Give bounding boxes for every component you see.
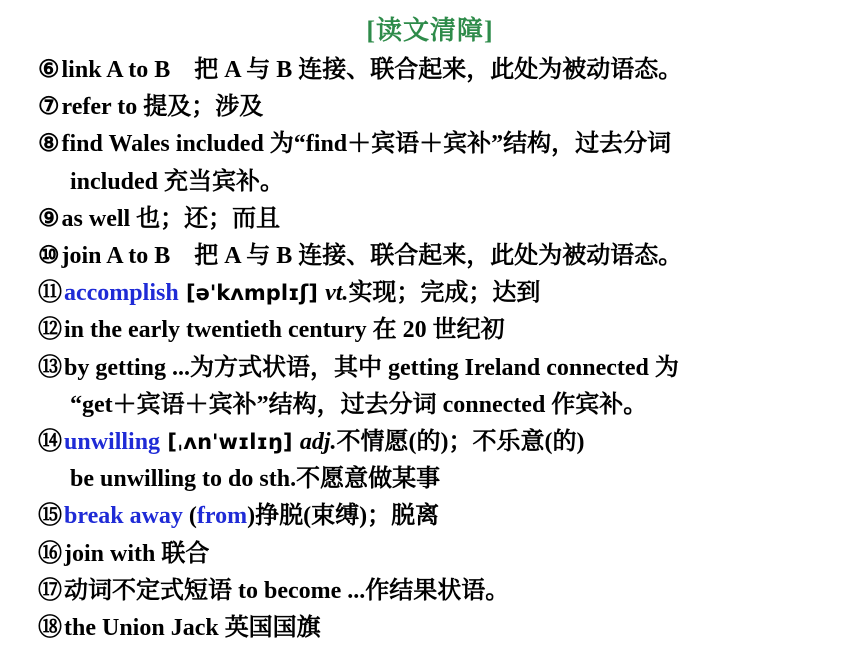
- note-text: refer to 提及；涉及: [61, 94, 264, 121]
- note-12: [38, 312, 838, 349]
- note-text: link A to B 把 A 与 B 连接、联合起来，此处为被动语态。: [61, 57, 683, 83]
- paren-open: (: [182, 503, 197, 530]
- note-6: [38, 52, 838, 89]
- note-7: [38, 89, 838, 126]
- note-text: in the early twentieth century 在 20 世纪初: [64, 317, 505, 344]
- phonetic: [ˌʌn'wɪlɪŋ]: [160, 430, 300, 455]
- vocab-word: break away: [64, 503, 183, 530]
- note-number: ⑮: [38, 503, 62, 530]
- note-text: the Union Jack 英国国旗: [64, 615, 321, 642]
- section-title: [读文清障]: [366, 16, 494, 45]
- note-number: ⑯: [38, 540, 62, 567]
- note-number: ⑥: [38, 57, 60, 83]
- vocab-word: unwilling: [64, 429, 161, 456]
- note-number: ⑨: [38, 205, 60, 232]
- note-text-line2: included 充当宾补。: [70, 168, 285, 195]
- notes-list: [38, 52, 838, 647]
- meaning: )挣脱(束缚)；脱离: [247, 503, 440, 530]
- note-text: as well 也；还；而且: [61, 205, 281, 232]
- note-17: [38, 573, 838, 610]
- note-text: 动词不定式短语 to become ...作结果状语。: [64, 577, 510, 604]
- note-11: [38, 275, 838, 312]
- part-of-speech: vt.: [325, 280, 349, 307]
- note-14: [38, 424, 838, 498]
- note-number: ⑫: [38, 317, 62, 344]
- part-of-speech: adj.: [299, 429, 337, 456]
- phonetic: [ə'kʌmplɪʃ]: [178, 281, 326, 306]
- note-number: ⑩: [38, 243, 60, 270]
- usage-line: be unwilling to do sth.不愿意做某事: [70, 466, 441, 493]
- note-text-line1: by getting ...为方式状语，其中 getting Ireland connected 为: [64, 354, 679, 381]
- vocab-preposition: from: [196, 503, 248, 530]
- note-text-line1: find Wales included 为“find＋宾语＋宾补”结构，过去分词: [61, 131, 672, 158]
- note-text: join with 联合: [64, 540, 210, 567]
- meaning: 实现；完成；达到: [348, 280, 541, 307]
- note-number: ⑦: [38, 94, 60, 121]
- note-text-line2: “get＋宾语＋宾补”结构，过去分词 connected 作宾补。: [70, 391, 648, 418]
- meaning: 不情愿(的)；不乐意(的): [336, 429, 585, 456]
- note-18: [38, 610, 838, 647]
- note-10: [38, 238, 838, 275]
- note-number: ⑰: [38, 577, 62, 604]
- note-number: ⑪: [38, 280, 62, 307]
- note-13: [38, 350, 838, 424]
- note-number: ⑧: [38, 131, 60, 158]
- note-number: ⑱: [38, 615, 62, 642]
- note-15: [38, 498, 838, 535]
- note-number: ⑬: [38, 354, 62, 381]
- note-8: [38, 126, 838, 200]
- note-16: [38, 536, 838, 573]
- note-number: ⑭: [38, 429, 62, 456]
- vocab-word: accomplish: [64, 280, 179, 307]
- note-text: join A to B 把 A 与 B 连接、联合起来，此处为被动语态。: [61, 243, 683, 270]
- note-9: [38, 201, 838, 238]
